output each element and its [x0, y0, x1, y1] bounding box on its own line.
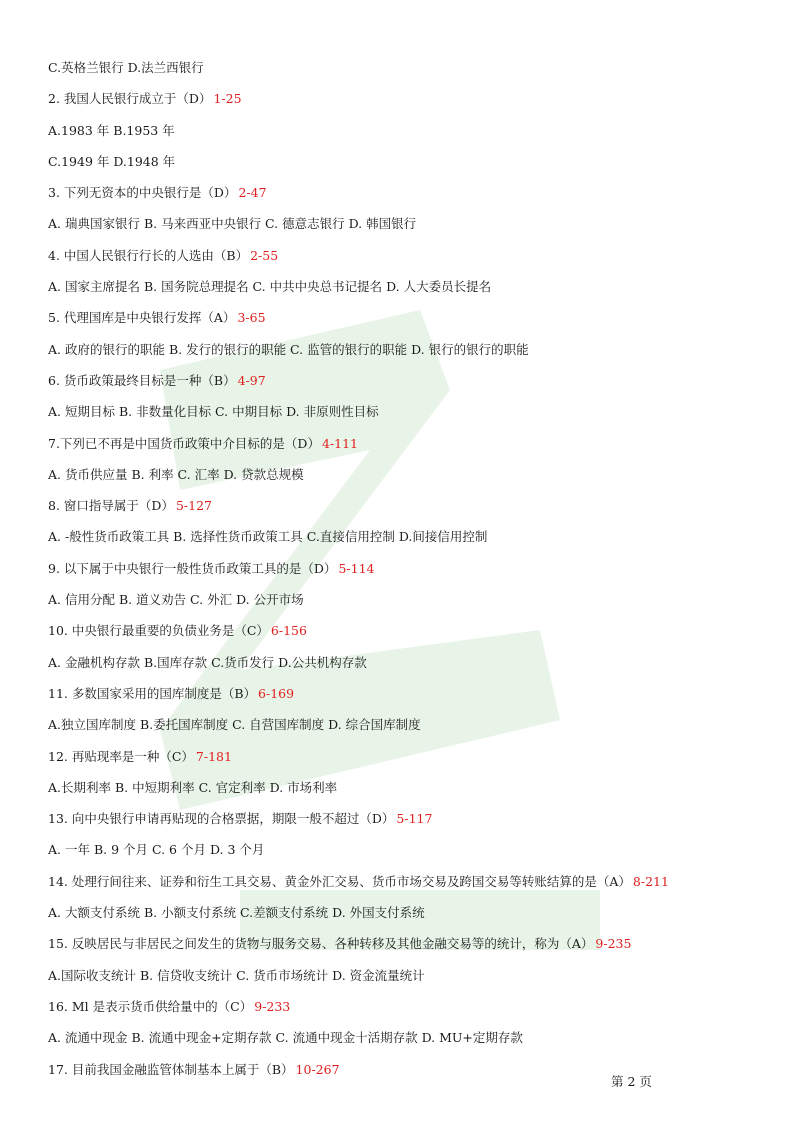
question-line [48, 553, 768, 584]
question-line [48, 803, 768, 834]
answer-reference: 9-233 [254, 998, 291, 1014]
line-text: 7.下列已不再是中国货币政策中介目标的是（D） [48, 435, 320, 451]
answer-reference: 7-181 [195, 748, 232, 764]
answer-reference: 6-169 [258, 685, 295, 701]
options-line [48, 897, 768, 928]
line-text: A. 瑞典国家银行 B. 马来西亚中央银行 C. 德意志银行 D. 韩国银行 [48, 216, 417, 232]
line-text: A. 政府的银行的职能 B. 发行的银行的职能 C. 监管的银行的职能 D. 银行的银行的职能 [48, 341, 529, 357]
question-line [48, 678, 768, 709]
options-line [48, 208, 768, 239]
options-line [48, 1022, 768, 1053]
answer-reference: 8-211 [632, 873, 669, 889]
answer-reference: 5-117 [396, 811, 433, 827]
question-line [48, 866, 768, 897]
answer-reference: 2-55 [250, 247, 279, 263]
line-text: 6. 货币政策最终目标是一种（B） [48, 372, 236, 388]
line-text: A. 货币供应量 B. 利率 C. 汇率 D. 贷款总规模 [48, 466, 304, 482]
options-line [48, 271, 768, 302]
answer-reference: 2-47 [238, 185, 267, 201]
question-line [48, 240, 768, 271]
line-text: 12. 再贴现率是一种（C） [48, 748, 194, 764]
options-line [48, 521, 768, 552]
line-text: C.英格兰银行 D.法兰西银行 [48, 60, 204, 75]
line-text: 5. 代理国库是中央银行发挥（A） [48, 310, 236, 326]
question-line [48, 615, 768, 646]
answer-reference: 5-127 [175, 498, 212, 514]
options-line [48, 115, 768, 146]
question-line [48, 302, 768, 333]
line-text: A.1983 年 B.1953 年 [48, 122, 175, 138]
answer-reference: 4-97 [237, 372, 266, 388]
question-line [48, 1054, 768, 1085]
question-line [48, 991, 768, 1022]
options-line [48, 647, 768, 678]
text-line [48, 52, 768, 83]
answer-reference: 3-65 [237, 310, 266, 326]
line-text: 2. 我国人民银行成立于（D） [48, 91, 212, 107]
line-text: A.国际收支统计 B. 信贷收支统计 C. 货币市场统计 D. 资金流量统计 [48, 967, 425, 983]
line-text: A.独立国库制度 B.委托国库制度 C. 自营国库制度 D. 综合国库制度 [48, 717, 421, 733]
answer-reference: 5-114 [338, 560, 375, 576]
line-text: 11. 多数国家采用的国库制度是（B） [48, 685, 257, 701]
question-line [48, 428, 768, 459]
line-text: A. 一年 B. 9 个月 C. 6 个月 D. 3 个月 [48, 842, 265, 858]
line-text: A. 大额支付系统 B. 小额支付系统 C.差额支付系统 D. 外国支付系统 [48, 905, 425, 921]
line-text: 15. 反映居民与非居民之间发生的货物与服务交易、各种转移及其他金融交易等的统计，称为（A） [48, 936, 594, 952]
question-line [48, 365, 768, 396]
question-line [48, 741, 768, 772]
line-text: 8. 窗口指导属于（D） [48, 498, 174, 514]
options-line [48, 772, 768, 803]
page-number: 第 2 页 [611, 1074, 652, 1089]
line-text: A. 信用分配 B. 道义劝告 C. 外汇 D. 公开市场 [48, 592, 304, 608]
line-text: A. 金融机构存款 B.国库存款 C.货币发行 D.公共机构存款 [48, 654, 367, 670]
line-text: 9. 以下属于中央银行一般性货币政策工具的是（D） [48, 560, 337, 576]
line-text: 17. 目前我国金融监管体制基本上属于（B） [48, 1061, 294, 1077]
question-line [48, 490, 768, 521]
options-line [48, 709, 768, 740]
line-text: A. -般性货币政策工具 B. 选择性货币政策工具 C.直接信用控制 D.间接信用控制 [48, 529, 488, 545]
answer-reference: 10-267 [295, 1061, 340, 1077]
line-text: A.长期利率 B. 中短期利率 C. 官定利率 D. 市场利率 [48, 779, 338, 795]
question-line [48, 928, 768, 959]
options-line [48, 834, 768, 865]
answer-reference: 4-111 [321, 435, 358, 451]
document-body [48, 52, 768, 1085]
options-line [48, 459, 768, 490]
question-line [48, 83, 768, 114]
answer-reference: 1-25 [213, 91, 242, 107]
answer-reference: 6-156 [270, 623, 307, 639]
line-text: A. 流通中现金 B. 流通中现金+定期存款 C. 流通中现金十活期存款 D. MU+定期存款 [48, 1030, 523, 1046]
line-text: C.1949 年 D.1948 年 [48, 153, 176, 169]
options-line [48, 334, 768, 365]
line-text: A. 国家主席提名 B. 国务院总理提名 C. 中共中央总书记提名 D. 人大委员长提名 [48, 279, 492, 295]
options-line [48, 960, 768, 991]
options-line [48, 396, 768, 427]
options-line [48, 146, 768, 177]
line-text: A. 短期目标 B. 非数量化目标 C. 中期目标 D. 非原则性目标 [48, 404, 379, 420]
line-text: 10. 中央银行最重要的负债业务是（C） [48, 623, 269, 639]
line-text: 3. 下列无资本的中央银行是（D） [48, 185, 237, 201]
options-line [48, 584, 768, 615]
answer-reference: 9-235 [595, 936, 632, 952]
line-text: 14. 处理行间往来、证券和衍生工具交易、黄金外汇交易、货币市场交易及跨国交易等转账结算的是（A） [48, 873, 631, 889]
line-text: 16. Ml 是表示货币供给量中的（C） [48, 998, 253, 1014]
question-line [48, 177, 768, 208]
line-text: 13. 向中央银行申请再贴现的合格票据，期限一般不超过（D） [48, 811, 395, 827]
line-text: 4. 中国人民银行行长的人选由（B） [48, 247, 249, 263]
